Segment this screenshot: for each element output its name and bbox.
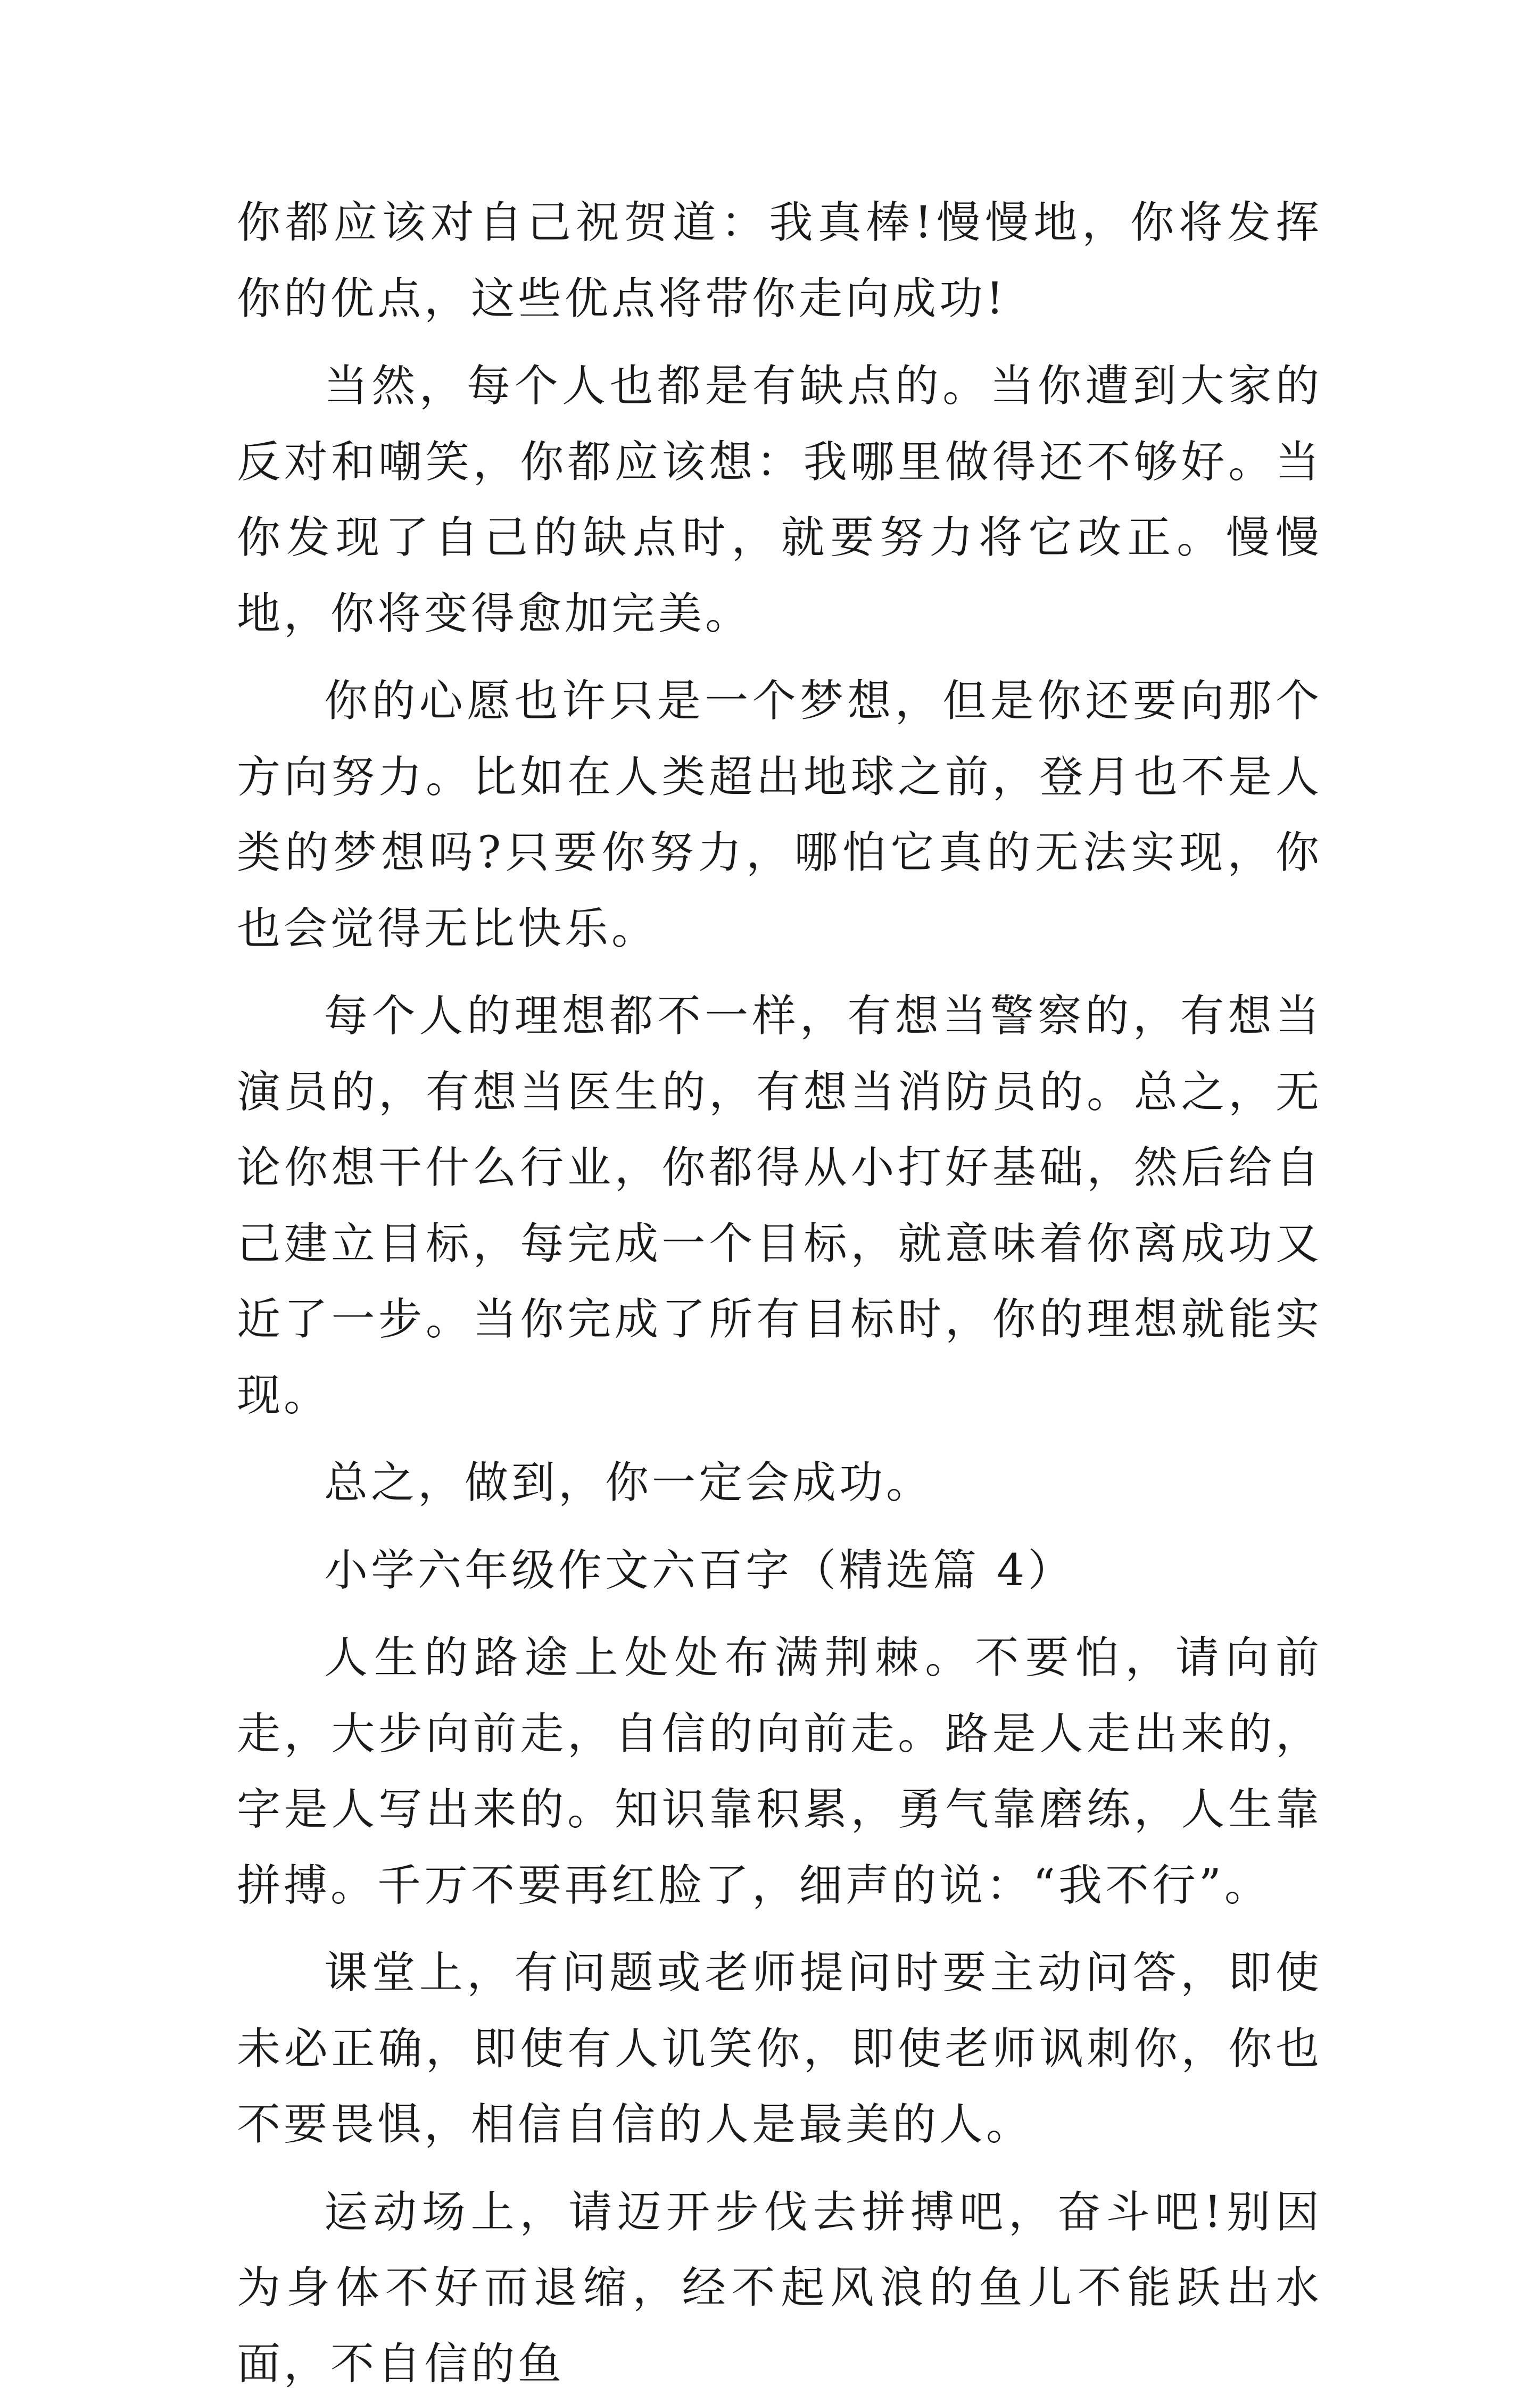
- paragraph-classroom: 课堂上，有问题或老师提问时要主动问答，即使未必正确，即使有人讥笑你，即使老师讽刺你，你也不要畏惧，相信自信的人是最美的人。: [237, 1935, 1322, 2163]
- document-body: [237, 185, 1322, 2402]
- paragraph-conclusion: 总之，做到，你一定会成功。: [237, 1445, 1322, 1521]
- paragraph-ideals: 每个人的理想都不一样，有想当警察的，有想当演员的，有想当医生的，有想当消防员的。总之，无论你想干什么行业，你都得从小打好基础，然后给自己建立目标，每完成一个目标，就意味着你离成功又近了一步。当你完成了所有目标时，你的理想就能实现。: [237, 979, 1322, 1434]
- paragraph-sports: 运动场上，请迈开步伐去拼搏吧，奋斗吧!别因为身体不好而退缩，经不起风浪的鱼儿不能跃出水面，不自信的鱼: [237, 2175, 1322, 2402]
- paragraph-continuation: 你都应该对自己祝贺道：我真棒!慢慢地，你将发挥你的优点，这些优点将带你走向成功!: [237, 185, 1322, 337]
- paragraph-life-path: 人生的路途上处处布满荆棘。不要怕，请向前走，大步向前走，自信的向前走。路是人走出来的，字是人写出来的。知识靠积累，勇气靠磨练，人生靠拼搏。千万不要再红脸了，细声的说：“我不行”。: [237, 1620, 1322, 1924]
- section-heading: 小学六年级作文六百字（精选篇 4）: [237, 1533, 1322, 1609]
- paragraph-shortcomings: 当然，每个人也都是有缺点的。当你遭到大家的反对和嘲笑，你都应该想：我哪里做得还不够好。当你发现了自己的缺点时，就要努力将它改正。慢慢地，你将变得愈加完美。: [237, 349, 1322, 652]
- paragraph-wishes: 你的心愿也许只是一个梦想，但是你还要向那个方向努力。比如在人类超出地球之前，登月也不是人类的梦想吗?只要你努力，哪怕它真的无法实现，你也会觉得无比快乐。: [237, 664, 1322, 967]
